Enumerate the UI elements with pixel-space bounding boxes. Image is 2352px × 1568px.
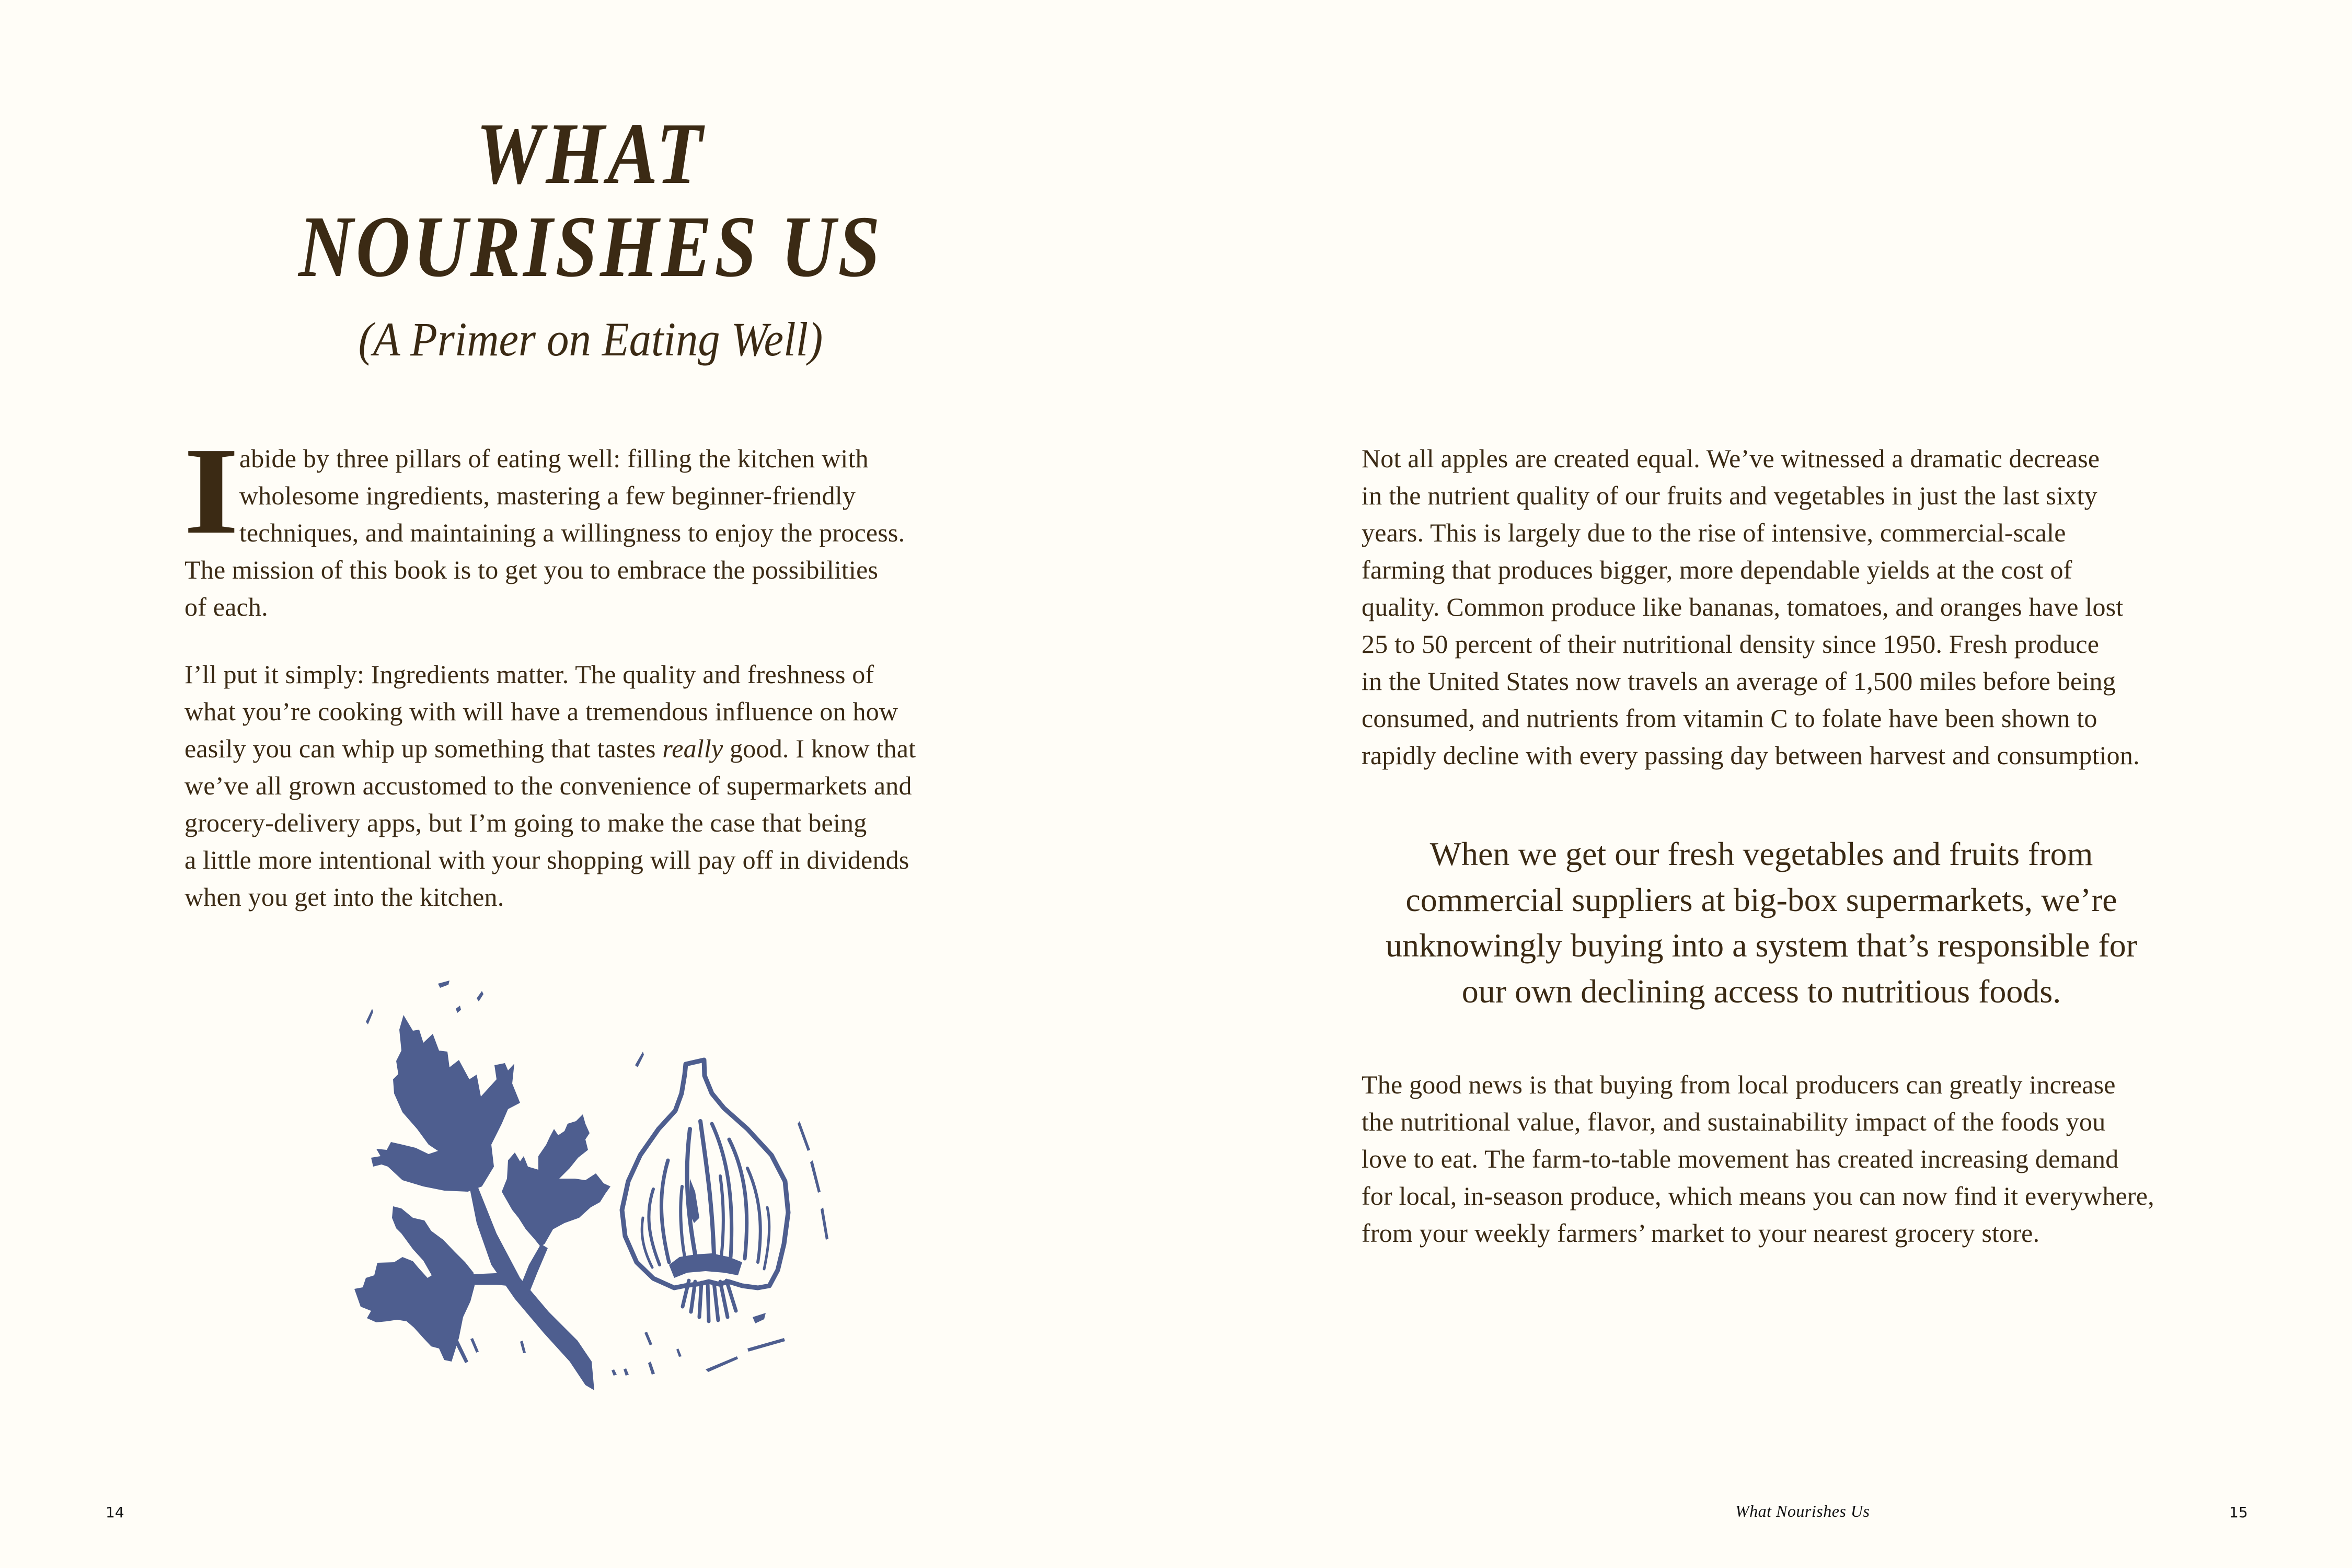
text-line: quality. Common produce like bananas, tomatoes, and oranges have lost xyxy=(1362,592,2124,621)
text-line: consumed, and nutrients from vitamin C to folate have been shown to xyxy=(1362,704,2097,733)
intro-paragraph xyxy=(183,422,958,626)
ingredients-paragraph xyxy=(185,656,958,916)
text-line: wholesome ingredients, mastering a few beginner-friendly xyxy=(239,481,856,510)
chapter-title xyxy=(183,107,998,365)
text-segment: easily you can whip up something that tastes xyxy=(185,734,663,763)
text-line: love to eat. The farm-to-table movement has created increasing demand xyxy=(1362,1144,2119,1173)
text-line: in the United States now travels an average of 1,500 miles before being xyxy=(1362,666,2116,696)
text-line: I’ll put it simply: Ingredients matter. The quality and freshness of xyxy=(185,660,874,689)
text-line: The mission of this book is to get you to embrace the possibilities xyxy=(185,555,879,584)
text-line: in the nutrient quality of our fruits and vegetables in just the last sixty xyxy=(1362,481,2097,510)
text-line: The good news is that buying from local producers can greatly increase xyxy=(1362,1070,2116,1099)
running-footer: What Nourishes Us xyxy=(1735,1502,1870,1520)
text-line: 25 to 50 percent of their nutritional density since 1950. Fresh produce xyxy=(1362,629,2100,659)
parsley-icon xyxy=(354,1015,610,1390)
pull-quote-line: our own declining access to nutritious foods. xyxy=(1461,972,2061,1010)
right-text-column xyxy=(1362,440,2177,774)
text-line: a little more intentional with your shopping will pay off in dividends xyxy=(185,845,909,874)
text-line: for local, in-season produce, which means you can now find it everywhere, xyxy=(1362,1181,2154,1210)
chapter-subtitle: (A Primer on Eating Well) xyxy=(358,313,823,366)
text-line xyxy=(185,730,958,767)
drop-cap: I xyxy=(183,422,239,560)
text-segment: good. I know that xyxy=(723,734,916,763)
text-line: Not all apples are created equal. We’ve witnessed a dramatic decrease xyxy=(1362,444,2100,473)
text-line: the nutritional value, flavor, and sustainability impact of the foods you xyxy=(1362,1107,2106,1136)
pull-quote-line: unknowingly buying into a system that’s responsible for xyxy=(1385,927,2138,964)
text-line: of each. xyxy=(185,592,268,621)
page-number-right: 15 xyxy=(2229,1504,2248,1521)
text-line: when you get into the kitchen. xyxy=(185,882,504,912)
text-line: grocery-delivery apps, but I’m going to make the case that being xyxy=(185,808,867,837)
apples-paragraph xyxy=(1362,440,2177,774)
text-line: techniques, and maintaining a willingness to enjoy the process. xyxy=(239,518,905,547)
garlic-icon xyxy=(622,1060,788,1323)
right-page xyxy=(1176,0,2352,1568)
text-line: we’ve all grown accustomed to the convenience of supermarkets and xyxy=(185,771,912,800)
pull-quote-line: commercial suppliers at big-box supermarkets, we’re xyxy=(1405,881,2117,918)
text-line: from your weekly farmers’ market to your nearest grocery store. xyxy=(1362,1218,2040,1248)
title-line-2: NOURISHES US xyxy=(298,198,883,295)
parsley-garlic-illustration xyxy=(340,972,862,1390)
text-line: farming that produces bigger, more dependable yields at the cost of xyxy=(1362,555,2072,584)
text-line: what you’re cooking with will have a tremendous influence on how xyxy=(185,697,898,726)
local-producers-paragraph xyxy=(1362,1066,2177,1252)
text-line: years. This is largely due to the rise of intensive, commercial-scale xyxy=(1362,518,2066,547)
text-line: abide by three pillars of eating well: filling the kitchen with xyxy=(239,444,869,473)
page-number-left: 14 xyxy=(106,1504,124,1521)
pull-quote xyxy=(1369,831,2153,1014)
left-text-column xyxy=(183,422,958,916)
text-line: rapidly decline with every passing day between harvest and consumption. xyxy=(1362,741,2140,770)
title-line-1: WHAT xyxy=(476,105,706,202)
emphasis-really: really xyxy=(662,734,723,763)
pull-quote-line: When we get our fresh vegetables and fruits from xyxy=(1429,835,2093,872)
